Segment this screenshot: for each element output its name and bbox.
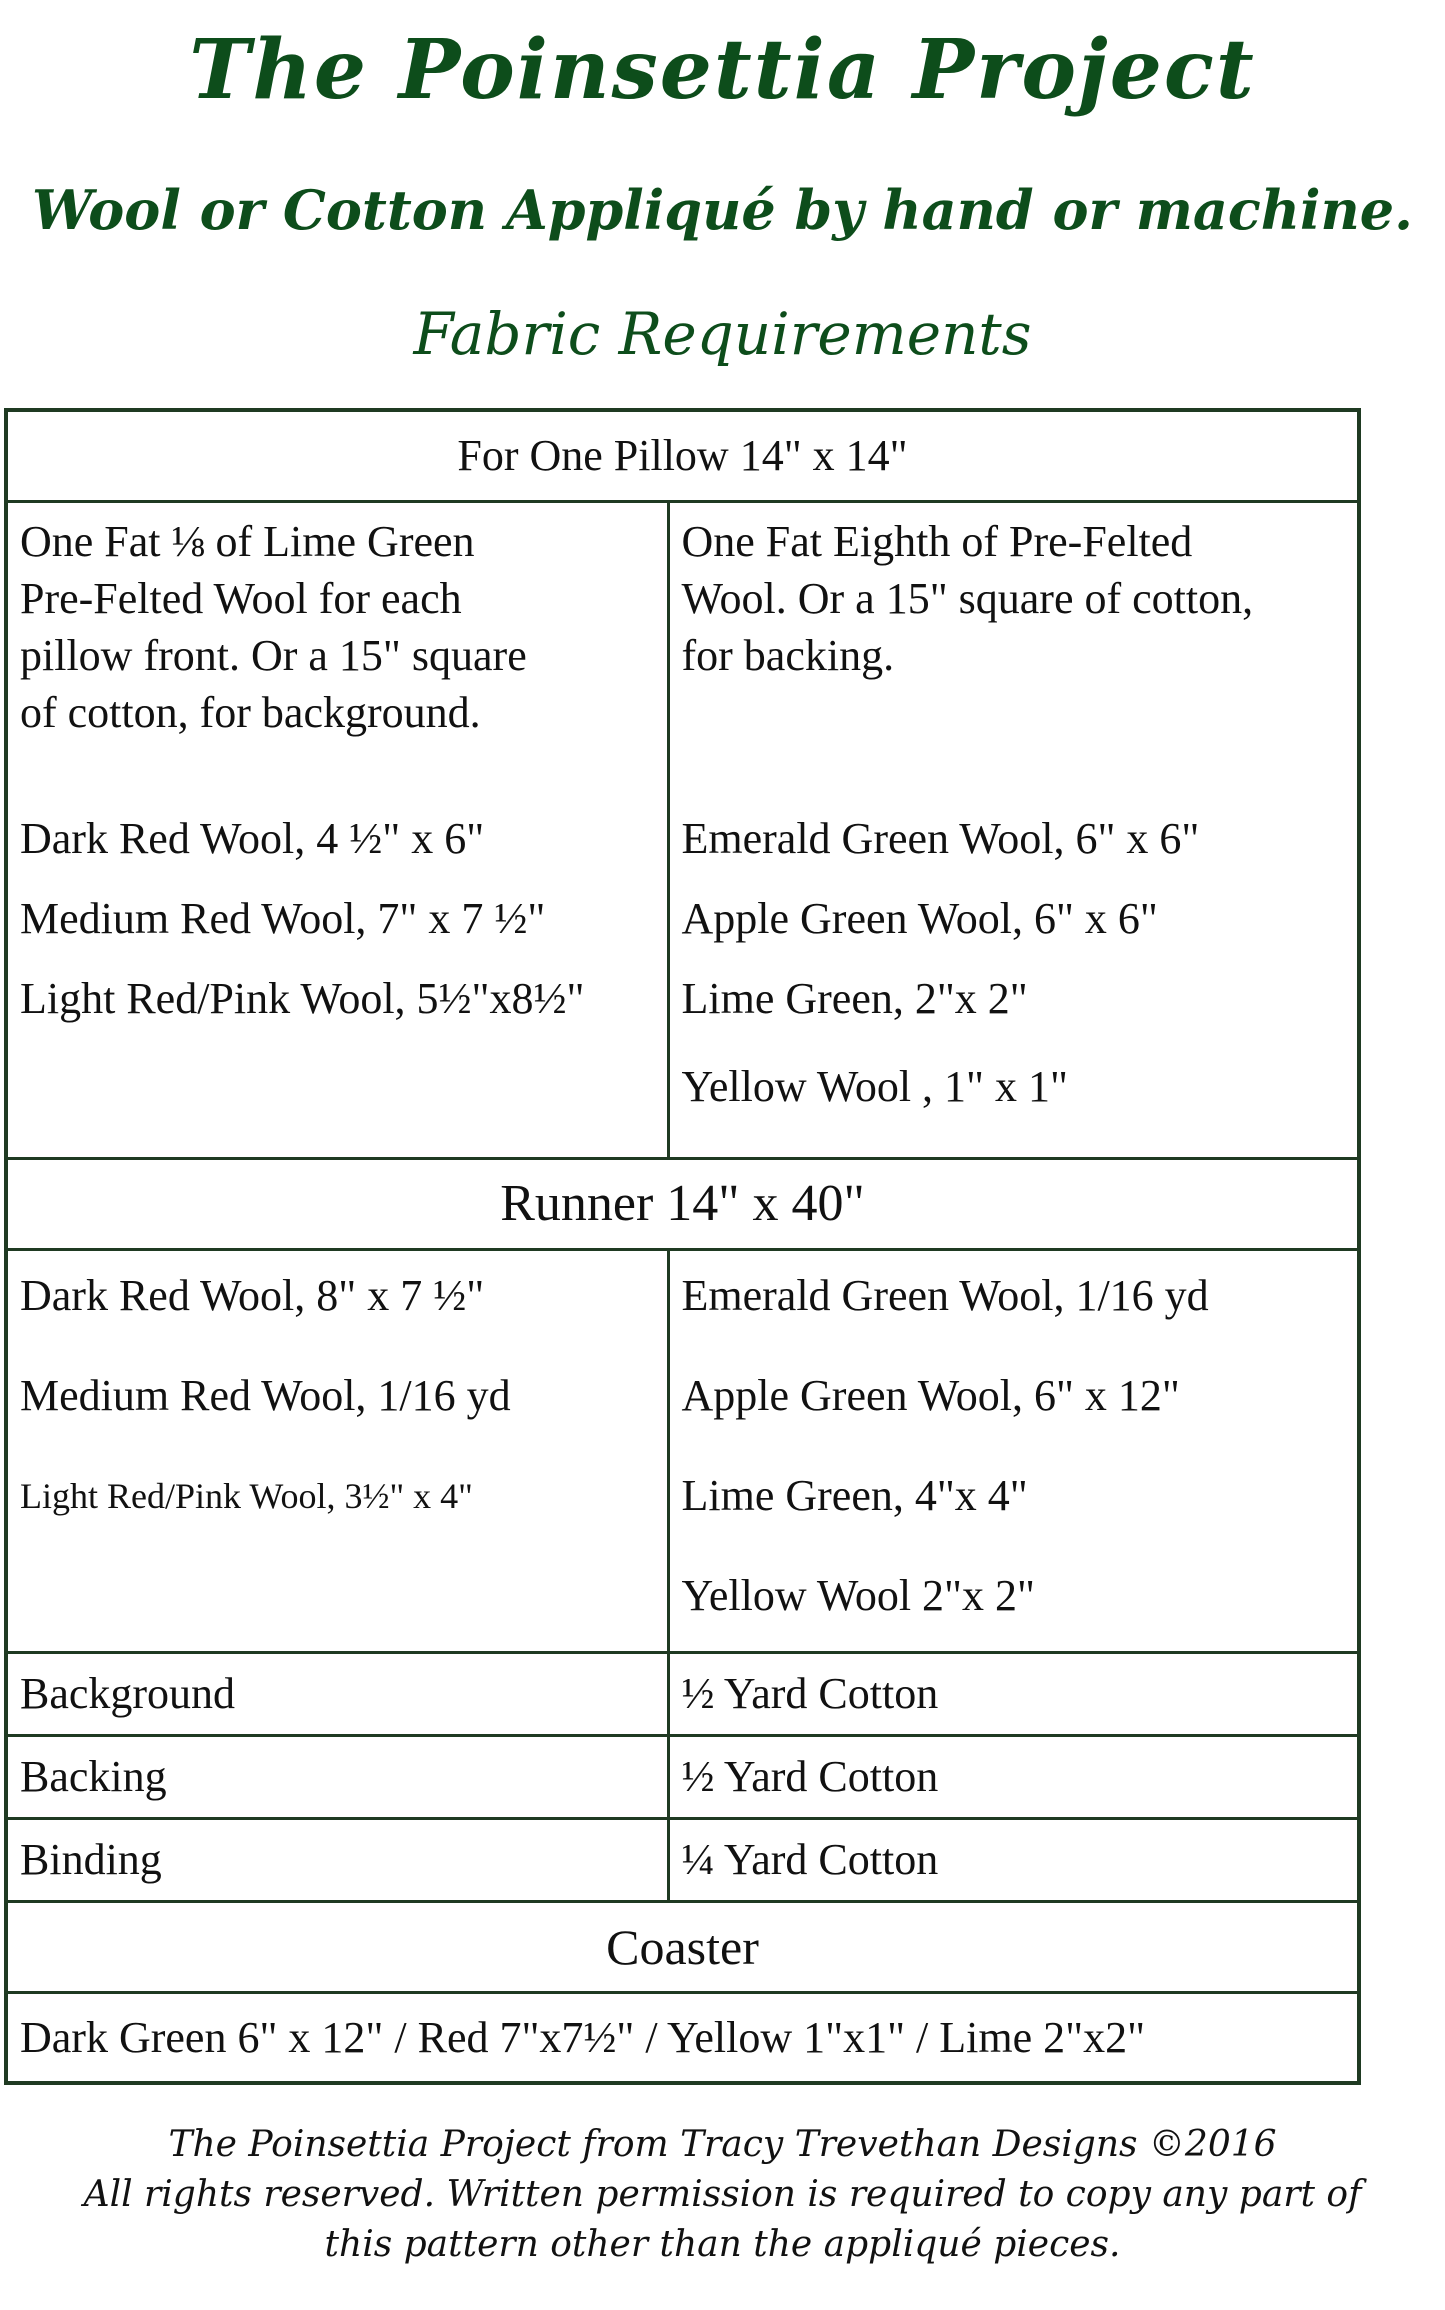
pillow-left-intro	[20, 503, 655, 741]
binding-row	[6, 1818, 1359, 1901]
pillow-left-item: Medium Red Wool, 7" x 7 ½"	[20, 893, 546, 943]
pillow-right-intro	[682, 503, 1346, 741]
extra-label: Backing	[6, 1735, 668, 1818]
page-subtitle: Wool or Cotton Appliqué by hand or machine.	[32, 178, 1413, 242]
footer	[0, 2120, 1445, 2270]
extra-value: ¼ Yard Cotton	[668, 1818, 1359, 1901]
coaster-line: Dark Green 6" x 12" / Red 7"x7½" / Yellow 1"x1" / Lime 2"x2"	[6, 1992, 1359, 2083]
section-heading: Fabric Requirements	[413, 300, 1032, 368]
runner-left-item: Dark Red Wool, 8" x 7 ½"	[20, 1270, 485, 1320]
pillow-row	[6, 501, 1359, 1158]
pillow-right-intro-line: for backing.	[681, 630, 895, 680]
runner-row	[6, 1249, 1359, 1652]
pillow-left-cell	[6, 501, 668, 1158]
pillow-right-cell	[668, 501, 1359, 1158]
footer-line: The Poinsettia Project from Tracy Trevethan Designs ©2016	[168, 2124, 1277, 2165]
extra-value: ½ Yard Cotton	[668, 1652, 1359, 1735]
backing-row	[6, 1735, 1359, 1818]
runner-right-item: Apple Green Wool, 6" x 12"	[681, 1370, 1180, 1420]
coaster-heading-row	[6, 1901, 1359, 1992]
runner-right-item: Lime Green, 4"x 4"	[681, 1470, 1028, 1520]
runner-right-item: Yellow Wool 2"x 2"	[681, 1570, 1035, 1620]
pillow-right-item: Yellow Wool , 1" x 1"	[681, 1061, 1068, 1111]
runner-right-item: Emerald Green Wool, 1/16 yd	[681, 1270, 1209, 1320]
coaster-row	[6, 1992, 1359, 2083]
pillow-heading-row	[6, 410, 1359, 501]
extra-value: ½ Yard Cotton	[668, 1735, 1359, 1818]
runner-heading-row	[6, 1158, 1359, 1249]
pillow-left-intro-line: One Fat ⅛ of Lime Green	[20, 516, 475, 566]
fabric-requirements-table	[4, 408, 1361, 2085]
pillow-left-item: Light Red/Pink Wool, 5½"x8½"	[20, 973, 585, 1023]
pillow-right-intro-line: One Fat Eighth of Pre-Felted	[681, 516, 1193, 566]
runner-left-cell	[6, 1249, 668, 1652]
footer-line: All rights reserved. Written permission is required to copy any part of	[83, 2174, 1362, 2215]
pillow-left-intro-line: of cotton, for background.	[20, 687, 481, 737]
pillow-left-item: Dark Red Wool, 4 ½" x 6"	[20, 813, 485, 863]
runner-left-item: Medium Red Wool, 1/16 yd	[20, 1370, 511, 1420]
coaster-heading: Coaster	[6, 1901, 1359, 1992]
pillow-left-intro-line: pillow front. Or a 15" square	[20, 630, 527, 680]
runner-right-cell	[668, 1249, 1359, 1652]
runner-left-item: Light Red/Pink Wool, 3½" x 4"	[20, 1475, 473, 1516]
pillow-heading: For One Pillow 14" x 14"	[6, 410, 1359, 501]
pillow-right-item: Lime Green, 2"x 2"	[681, 973, 1028, 1023]
pillow-right-item: Emerald Green Wool, 6" x 6"	[681, 813, 1200, 863]
background-row	[6, 1652, 1359, 1735]
pillow-right-intro-line: Wool. Or a 15" square of cotton,	[681, 573, 1254, 623]
runner-heading: Runner 14" x 40"	[6, 1158, 1359, 1249]
pillow-left-intro-line: Pre-Felted Wool for each	[20, 573, 462, 623]
extra-label: Background	[6, 1652, 668, 1735]
extra-label: Binding	[6, 1818, 668, 1901]
pillow-right-item: Apple Green Wool, 6" x 6"	[681, 893, 1158, 943]
page-title: The Poinsettia Project	[189, 22, 1256, 118]
footer-line: this pattern other than the appliqué pieces.	[324, 2224, 1121, 2265]
